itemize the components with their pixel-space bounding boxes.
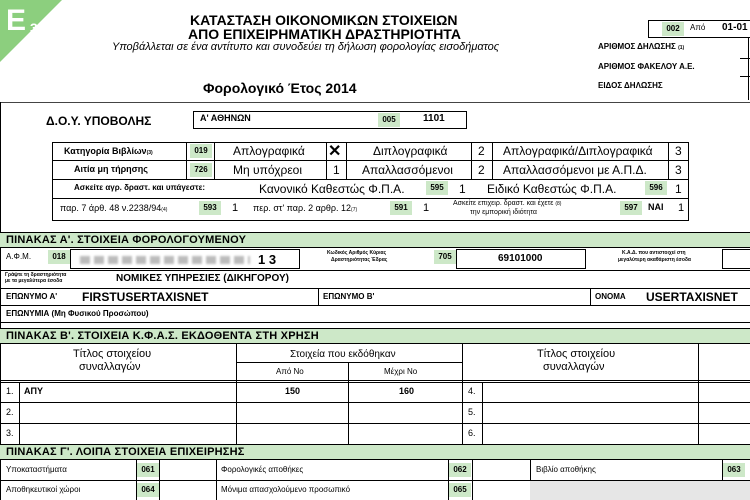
company-label: ΕΠΩΝΥΜΙΑ (Μη Φυσικού Προσώπου) bbox=[6, 309, 149, 318]
activity-label-2: με τα μεγαλύτερα έσοδα bbox=[5, 278, 63, 284]
code-065: 065 bbox=[449, 483, 471, 497]
code-705: 705 bbox=[434, 250, 456, 264]
from-value: 01-01 bbox=[722, 22, 748, 33]
code-064: 064 bbox=[137, 483, 159, 497]
reason-opt-2: Απαλλασσόμενοι bbox=[362, 163, 453, 177]
section-b-title: ΠΙΝΑΚΑΣ Β'. ΣΤΟΙΧΕΙΑ Κ.Φ.Α.Σ. ΕΚΔΟΘΕΝΤΑ ΣΤΗ ΧΡΗΣΗ bbox=[0, 328, 750, 344]
col-to: Μέχρι Νο bbox=[384, 367, 418, 376]
row-2-num: 2. bbox=[6, 407, 14, 417]
vat-opt-1-num[interactable]: 1 bbox=[459, 182, 466, 196]
code-597: 597 bbox=[620, 201, 642, 215]
afm-redacted bbox=[80, 256, 250, 264]
reason-opt-2-num[interactable]: 2 bbox=[478, 163, 485, 177]
p3-num[interactable]: 1 bbox=[678, 202, 685, 214]
section-a-title: ΠΙΝΑΚΑΣ Α'. ΣΤΟΙΧΕΙΑ ΦΟΡΟΛΟΓΟΥΜΕΝΟΥ bbox=[0, 232, 750, 248]
col-title-1-l1: Τίτλος στοιχείου bbox=[73, 348, 152, 360]
col-title-2-l1: Τίτλος στοιχείου bbox=[537, 348, 616, 360]
name-value: USERTAXISNET bbox=[646, 290, 738, 304]
branches-label: Υποκαταστήματα bbox=[6, 465, 67, 474]
books-opt-3: Απλογραφικά/Διπλογραφικά bbox=[503, 144, 653, 158]
doy-value: Α' ΑΘΗΝΩΝ bbox=[200, 113, 251, 123]
decl-type-label: ΕΙΔΟΣ ΔΗΛΩΣΗΣ bbox=[598, 81, 663, 90]
code-061: 061 bbox=[137, 463, 159, 477]
reason-opt-1: Μη υπόχρεοι bbox=[233, 163, 303, 177]
activity-value: ΝΟΜΙΚΕΣ ΥΠΗΡΕΣΙΕΣ (ΔΙΚΗΓΟΡΟΥ) bbox=[116, 273, 289, 284]
row-1-num-2: 4. bbox=[468, 386, 476, 396]
p1-num[interactable]: 1 bbox=[232, 202, 239, 214]
badge-number: 3 bbox=[30, 20, 38, 36]
form-subtitle: Υποβάλλεται σε ένα αντίτυπο και συνοδεύει τη δήλωση φορολογίας εισοδήματος bbox=[112, 41, 500, 53]
p2-num[interactable]: 1 bbox=[423, 202, 430, 214]
row-3-num: 3. bbox=[6, 428, 14, 438]
kad2-field[interactable] bbox=[722, 249, 750, 269]
vat-opt-2-num[interactable]: 1 bbox=[675, 182, 682, 196]
kad-label-1: Κωδικός Αριθμός Κύριας bbox=[327, 250, 387, 256]
row-1-from[interactable]: 150 bbox=[285, 386, 301, 396]
name-label: ΟΝΟΜΑ bbox=[595, 292, 626, 301]
vat-opt-1: Κανονικό Καθεστώς Φ.Π.Α. bbox=[259, 182, 405, 196]
tax-year: Φορολογικό Έτος 2014 bbox=[203, 80, 357, 96]
code-596: 596 bbox=[645, 181, 667, 195]
section-c-title: ΠΙΝΑΚΑΣ Γ'. ΛΟΙΠΑ ΣΤΟΙΧΕΙΑ ΕΠΙΧΕΙΡΗΣΗΣ bbox=[0, 444, 750, 460]
activity-label-1: Γράψτε τη δραστηριότητα bbox=[5, 272, 67, 278]
afm-label: Α.Φ.Μ. bbox=[6, 252, 32, 261]
kad-label-2: Δραστηριότητας Έδρας bbox=[331, 257, 388, 263]
kad-value: 69101000 bbox=[498, 253, 543, 264]
reason-opt-3-num[interactable]: 3 bbox=[675, 163, 682, 177]
books-opt-1: Απλογραφικά bbox=[233, 144, 305, 158]
code-063: 063 bbox=[723, 463, 745, 477]
storage-label: Αποθηκευτικοί χώροι bbox=[6, 485, 81, 494]
books-category-label: Κατηγορία Βιβλίων(3) bbox=[64, 146, 153, 156]
code-018: 018 bbox=[48, 250, 70, 264]
disabled-area bbox=[530, 481, 750, 500]
code-593: 593 bbox=[199, 201, 221, 215]
p1-label: παρ. 7 άρθ. 48 ν.2238/94(4) bbox=[60, 203, 168, 213]
vat-opt-2: Ειδικό Καθεστώς Φ.Π.Α. bbox=[487, 182, 617, 196]
books-opt-3-num[interactable]: 3 bbox=[675, 144, 682, 158]
col-title-2-l2: συναλλαγών bbox=[543, 361, 605, 373]
code-595: 595 bbox=[426, 181, 448, 195]
code-591: 591 bbox=[390, 201, 412, 215]
code-062: 062 bbox=[449, 463, 471, 477]
warehouse-book-label: Βιβλίο αποθήκης bbox=[536, 465, 596, 474]
row-1-to[interactable]: 160 bbox=[399, 386, 415, 396]
p3-value: ΝΑΙ bbox=[648, 202, 664, 212]
kad2-label-1: Κ.Α.Δ. που αντιστοιχεί στη bbox=[622, 250, 686, 256]
p3-label-2: την εμπορική ιδιότητα bbox=[470, 209, 537, 216]
doy-code-value: 1101 bbox=[423, 113, 445, 124]
badge-letter: E bbox=[6, 4, 27, 37]
row-2-num-2: 5. bbox=[468, 407, 476, 417]
folder-label: ΑΡΙΘΜΟΣ ΦΑΚΕΛΟΥ Α.Ε. bbox=[598, 62, 695, 71]
row-1-num: 1. bbox=[6, 386, 14, 396]
form-title-2: ΑΠΟ ΕΠΙΧΕΙΡΗΜΑΤΙΚΗ ΔΡΑΣΤΗΡΙΟΤΗΤΑ bbox=[188, 26, 461, 42]
books-opt-1-check[interactable]: ✕ bbox=[328, 143, 342, 160]
books-opt-2-num[interactable]: 2 bbox=[478, 144, 485, 158]
surname-a-label: ΕΠΩΝΥΜΟ Α' bbox=[6, 292, 58, 301]
from-label: Από bbox=[690, 23, 706, 32]
row-1-title[interactable]: ΑΠΥ bbox=[24, 386, 44, 396]
code-019: 019 bbox=[190, 144, 212, 158]
afm-tail: 1 3 bbox=[258, 252, 277, 267]
code-002: 002 bbox=[662, 22, 684, 36]
col-title-1-l2: συναλλαγών bbox=[79, 361, 141, 373]
col-issued: Στοιχεία που εκδόθηκαν bbox=[290, 349, 396, 360]
vat-label: Ασκείτε αγρ. δραστ. και υπάγεστε: bbox=[74, 183, 206, 192]
kad2-label-2: μεγαλύτερη ακαθάριστη έσοδα bbox=[618, 257, 692, 263]
code-005: 005 bbox=[378, 113, 400, 127]
decl-number-label: ΑΡΙΘΜΟΣ ΔΗΛΩΣΗΣ (1) bbox=[598, 42, 685, 51]
staff-label: Μόνιμα απασχολούμενο προσωπικό bbox=[221, 485, 351, 494]
p3-label-1: Ασκείτε επιχειρ. δραστ. και έχετε (8) bbox=[453, 200, 562, 207]
col-from: Από Νο bbox=[276, 367, 304, 376]
code-726: 726 bbox=[190, 163, 212, 177]
reason-opt-1-num[interactable]: 1 bbox=[333, 163, 340, 177]
p2-label: περ. στ' παρ. 2 αρθρ. 12(7) bbox=[253, 203, 358, 213]
tax-warehouses-label: Φορολογικές αποθήκες bbox=[221, 465, 304, 474]
surname-a-value: FIRSTUSERTAXISNET bbox=[82, 290, 209, 304]
reason-label: Αιτία μη τήρησης bbox=[74, 164, 148, 174]
reason-opt-3: Απαλλασσόμενοι με Α.Π.Δ. bbox=[503, 163, 647, 177]
doy-label: Δ.Ο.Υ. ΥΠΟΒΟΛΗΣ bbox=[46, 114, 152, 128]
row-3-num-2: 6. bbox=[468, 428, 476, 438]
surname-b-label: ΕΠΩΝΥΜΟ Β' bbox=[323, 292, 375, 301]
books-opt-2: Διπλογραφικά bbox=[373, 144, 448, 158]
form-title-1: ΚΑΤΑΣΤΑΣΗ ΟΙΚΟΝΟΜΙΚΩΝ ΣΤΟΙΧΕΙΩΝ bbox=[190, 12, 458, 28]
